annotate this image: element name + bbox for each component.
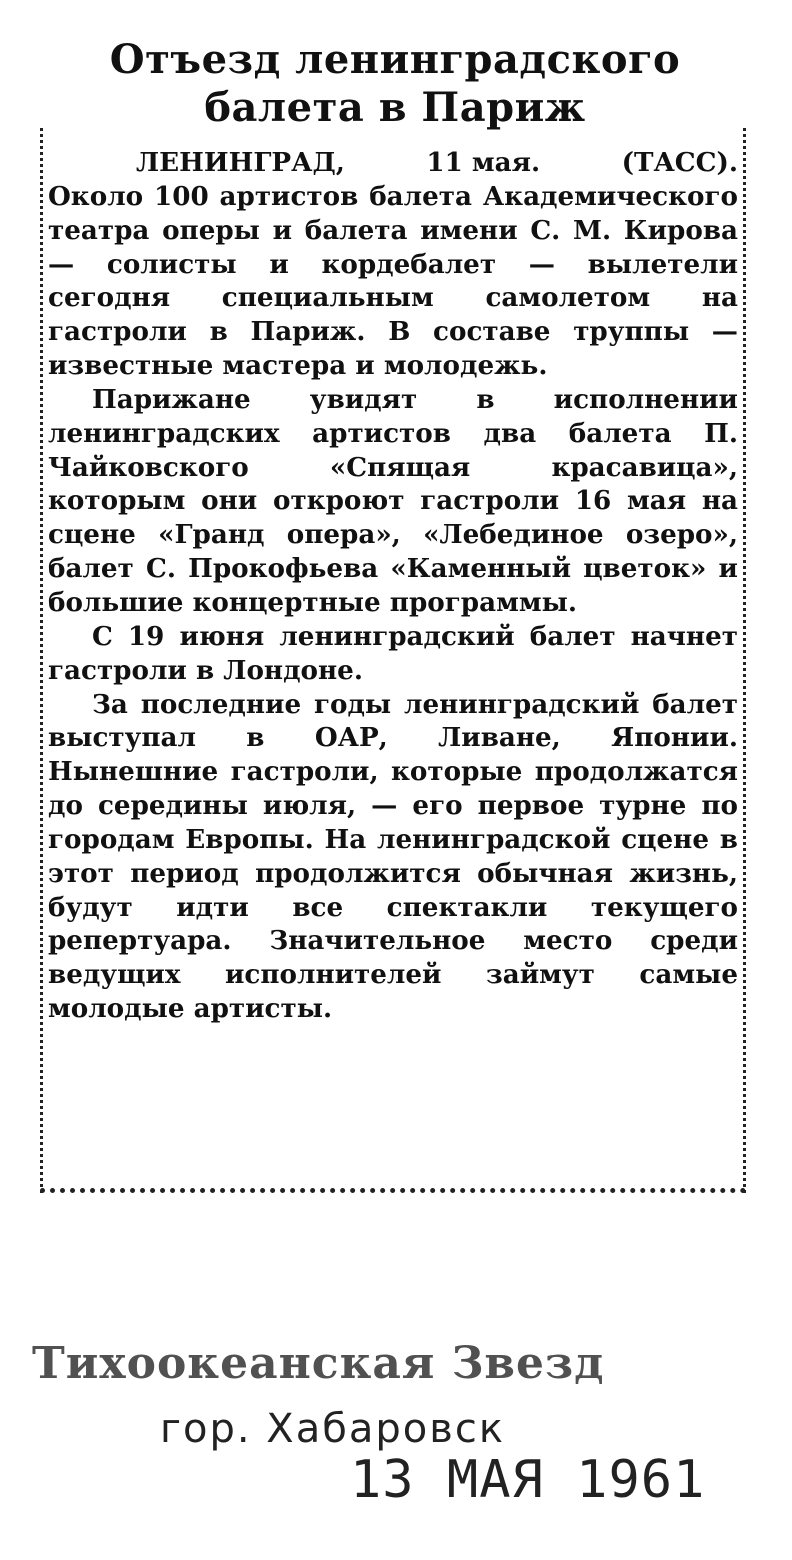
archive-stamp	[0, 1320, 792, 1540]
newspaper-clipping	[34, 28, 756, 1168]
article-body	[48, 146, 738, 1026]
dateline-agency: (ТАСС).	[621, 147, 738, 178]
paragraph-3: С 19 июня ленинградский балет начнет гастроли в Лондоне.	[48, 620, 738, 686]
paragraph-2: Парижане увидят в исполнении ленинградских артистов два балета П. Чайковского «Спящая красавица», которым они откроют гастроли 16 мая на сцене «Гранд опера», «Лебединое озеро», балет С. Прокофьева «Каменный цветок» и большие концертные программы.	[48, 383, 738, 618]
headline-line-2: балета в Париж	[204, 84, 586, 131]
dateline	[48, 146, 738, 180]
stamp-newspaper-name: Тихоокеанская Звезд	[32, 1338, 605, 1389]
dateline-date: 11 мая.	[426, 147, 541, 178]
paragraph-4: За последние годы ленинградский балет выступал в ОАР, Ливане, Японии. Нынешние гастроли, которые продолжатся до середины июля, — его первое турне по городам Европы. На ленинградской сцене в этот период продолжится обычная жизнь, будут идти все спектакли текущего репертуара. Значительное место среди ведущих исполнителей займут самые молодые артисты.	[48, 688, 738, 1025]
headline-line-1: Отъезд ленинградского	[109, 36, 681, 83]
stamp-date: 13 МАЯ 1961	[350, 1450, 706, 1510]
stamp-city: гор. Хабаровск	[160, 1406, 505, 1452]
article-headline	[34, 36, 756, 132]
dateline-city: ЛЕНИНГРАД,	[136, 147, 345, 178]
paragraph-1: Около 100 артистов балета Академического театра оперы и балета имени С. М. Кирова — солисты и кордебалет — вылетели сегодня специальным самолетом на гастроли в Париж. В составе труппы — известные мастера и молодежь.	[48, 180, 738, 382]
